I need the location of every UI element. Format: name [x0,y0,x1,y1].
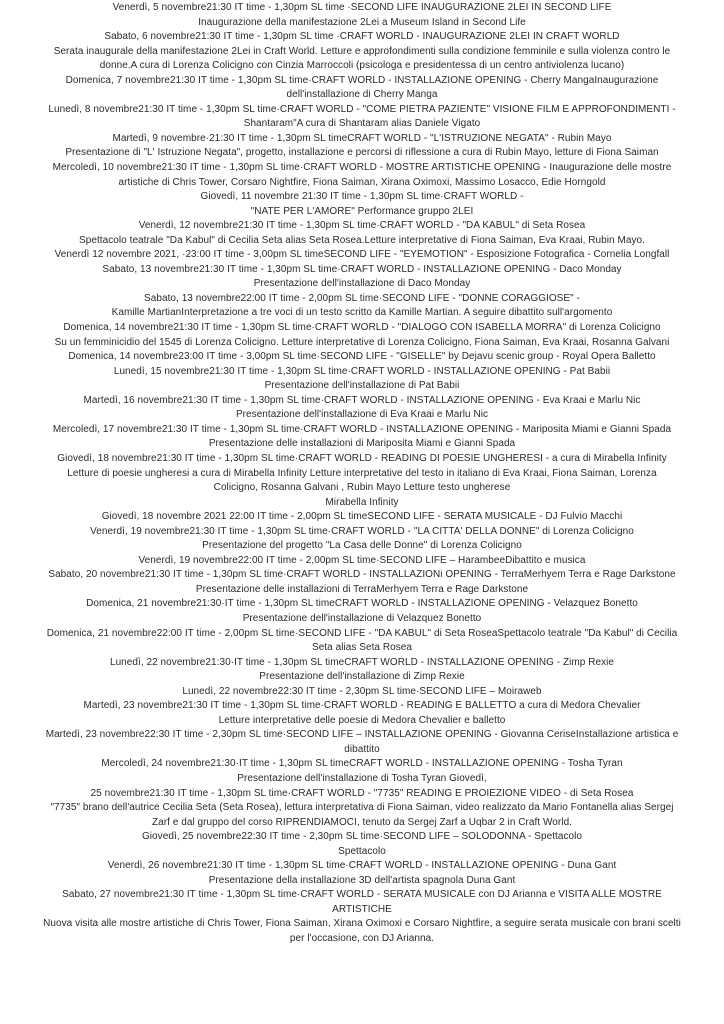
text-line: Martedì, 9 novembre·21:30 IT time - 1,30pm SL timeCRAFT WORLD - "L'ISTRUZIONE NEGATA" - Rubin Mayo [112,132,612,144]
text-line: Lunedì, 8 novembre21:30 IT time - 1,30pm SL time·CRAFT WORLD - "COME PIETRA PAZIENTE" VISIONE FILM E APPROFONDIMENTI - [48,103,676,115]
text-line: Martedì, 23 novembre21:30 IT time - 1,30pm SL time·CRAFT WORLD - READING E BALLETTO a cura di Medora Chevalier [83,700,641,712]
text-line: Presentazione dell'installazione di Pat Babii [264,380,460,392]
text-line: Serata inaugurale della manifestazione 2Lei in Craft World. Letture e approfondimenti sulla condizione femminile e sulla violenza contro le [53,45,671,57]
text-line: Domenica, 21 novembre21:30·IT time - 1,30pm SL timeCRAFT WORLD - INSTALLAZIONE OPENING - Velazquez Bonetto [86,598,638,610]
text-line: Presentazione delle installazioni di Mariposita Miami e Gianni Spada [208,438,516,450]
text-line: Seta alias Seta Rosea [312,642,412,654]
text-line: dibattito [344,743,380,755]
text-line: Presentazione dell'installazione di Tosha Tyran Giovedì, [237,772,487,784]
text-line: Sabato, 27 novembre21:30 IT time - 1,30pm SL time·CRAFT WORLD - SERATA MUSICALE con DJ Arianna e VISITA ALLE MOSTRE [62,889,662,901]
text-line: Sabato, 13 novembre21:30 IT time - 1,30pm SL time·CRAFT WORLD - INSTALLAZIONE OPENING - Daco Monday [102,263,622,275]
text-line: "NATE PER L'AMORE" Performance gruppo 2LEI [250,205,474,217]
text-line: per l'occasione, con DJ Arianna. [289,933,435,944]
text-line: Sabato, 6 novembre21:30 IT time - 1,30pm SL time ·CRAFT WORLD - INAUGURAZIONE 2LEI IN CRAFT WORLD [104,31,620,43]
text-line: Giovedì, 11 novembre 21:30 IT time - 1,30pm SL time·CRAFT WORLD - [200,191,524,203]
text-line: Domenica, 7 novembre21:30 IT time - 1,30pm SL time·CRAFT WORLD - INSTALLAZIONE OPENING - Cherry MangaInaugurazione [65,74,659,86]
text-line: Letture di poesie ungheresi a cura di Mirabella Infinity Letture interpretative del testo in italiano di Eva Kraai, Fiona Saiman, Lorenza [67,467,657,479]
text-line: Venerdì, 5 novembre21:30 IT time - 1,30pm SL time ·SECOND LIFE INAUGURAZIONE 2LEI IN SECOND LIFE [112,2,612,13]
text-line: Venerdì, 19 novembre21:30 IT time - 1,30pm SL time·CRAFT WORLD - "LA CITTA' DELLA DONNE" di Lorenza Colicigno [90,525,634,537]
text-line: Giovedì, 18 novembre 2021 22:00 IT time - 2,00pm SL timeSECOND LIFE - SERATA MUSICALE - DJ Fulvio Macchi [101,511,623,523]
text-line: Lunedì, 15 novembre21:30 IT time - 1,30pm SL time·CRAFT WORLD - INSTALLAZIONE OPENING - Pat Babii [113,365,611,377]
text-line: Sabato, 20 novembre21:30 IT time - 1,30pm SL time·CRAFT WORLD - INSTALLAZIONi OPENING - TerraMerhyem Terra e Rage Darkstone [48,569,676,581]
text-line: Domenica, 14 novembre21:30 IT time - 1,30pm SL time·CRAFT WORLD - "DIALOGO CON ISABELLA MORRA" di Lorenza Colicigno [63,322,661,334]
text-line: Domenica, 14 novembre23:00 IT time - 3,00pm SL time·SECOND LIFE - "GISELLE" by Dejavu scenic group - Royal Opera Balletto [68,351,656,363]
text-line: Domenica, 21 novembre22:00 IT time - 2,00pm SL time·SECOND LIFE - "DA KABUL" di Seta RoseaSpettacolo teatrale "Da Kabul" di Cecilia [46,627,678,639]
text-line: Colicigno, Rosanna Galvani , Rubin Mayo Letture testo ungherese [213,482,511,494]
text-line: Inaugurazione della manifestazione 2Lei a Museum Island in Second Life [198,16,526,28]
text-line: Su un femminicidio del 1545 di Lorenza Colicigno. Letture interpretative di Lorenza Colicigno, Fiona Saiman, Eva Kraai, Rosanna Galvani [54,336,670,348]
text-line: Letture interpretative delle poesie di Medora Chevalier e balletto [218,714,506,726]
text-line: Nuova visita alle mostre artistiche di Chris Tower, Fiona Saiman, Xirana Oximoxi e Corsaro Nightfire, a seguire serata musicale con brani scelti [43,918,681,930]
text-line: Lunedì, 22 novembre21:30·IT time - 1,30pm SL timeCRAFT WORLD - INSTALLAZIONE OPENING - Zimp Rexie [109,656,615,668]
text-line: Venerdì, 26 novembre21:30 IT time - 1,30pm SL time·CRAFT WORLD - INSTALLAZIONE OPENING - Duna Gant [107,860,617,872]
text-line: Giovedì, 18 novembre21:30 IT time - 1,30pm SL time·CRAFT WORLD - READING DI POESIE UNGHERESI - a cura di Mirabella Infinity [57,452,667,464]
text-line: "7735" brano dell'autrice Cecilia Seta (Seta Rosea), lettura interpretativa di Fiona Saiman, video realizzato da Mario Fontanella alias Sergej [50,802,674,814]
text-line: donne.A cura di Lorenza Colicigno con Cinzia Marroccoli (psicologa e presidentessa di un centro antiviolenza lucano) [99,60,625,72]
text-line: Presentazione dell'installazione di Velazquez Bonetto [242,612,482,624]
text-line: Presentazione di "L' Istruzione Negata", progetto, installazione e percorsi di riflessione a cura di Rubin Mayo, letture di Fiona Saiman [65,147,659,159]
text-line: Giovedì, 25 novembre22:30 IT time - 2,30pm SL time·SECOND LIFE – SOLODONNA - Spettacolo [141,831,583,843]
text-line: Presentazione dell'installazione di Eva Kraai e Marlu Nic [235,409,489,421]
text-line: Mirabella Infinity [325,496,399,508]
text-line: Zarf e dal gruppo del corso RIPRENDIAMOCI, tenuto da Sergej Zarf a Uqbar 2 in Craft World. [151,816,573,828]
text-line: Mercoledì, 10 novembre21:30 IT time - 1,30pm SL time·CRAFT WORLD - MOSTRE ARTISTICHE OPENING - Inaugurazione delle mostre [52,162,672,174]
text-line: Martedì, 23 novembre22:30 IT time - 2,30pm SL time·SECOND LIFE – INSTALLAZIONE OPENING - Giovanna CeriseInstallazione artistica e [45,729,679,741]
text-line: Kamille MartianInterpretazione a tre voci di un testo scritto da Kamille Martian. A seguire dibattito sull'argomento [111,307,613,319]
text-line: Spettacolo [338,845,386,857]
text-line: Shantaram"A cura di Shantaram alias Daniele Vigato [243,118,481,130]
text-line: ARTISTICHE [332,903,392,915]
text-line: Mercoledì, 24 novembre21:30·IT time - 1,30pm SL timeCRAFT WORLD - INSTALLAZIONE OPENING - Tosha Tyran [101,758,623,770]
text-line: dell'installazione di Cherry Manga [286,89,438,101]
text-line: Spettacolo teatrale "Da Kabul" di Cecilia Seta alias Seta Rosea.Letture interpretative di Fiona Saiman, Eva Kraai, Rubin Mayo. [79,234,645,246]
text-line: Venerdì, 19 novembre22:00 IT time - 2,00pm SL time·SECOND LIFE – HarambeeDibattito e musica [138,554,586,566]
text-line: Lunedì, 22 novembre22:30 IT time - 2,30pm SL time·SECOND LIFE – Moiraweb [182,685,542,697]
text-line: Presentazione dell'installazione di Daco Monday [253,278,471,290]
text-line: Sabato, 13 novembre22:00 IT time - 2,00pm SL time·SECOND LIFE - "DONNE CORAGGIOSE" - [144,292,580,304]
text-line: Presentazione dell'installazione di Zimp Rexie [259,671,465,683]
text-line: 25 novembre21:30 IT time - 1,30pm SL time·CRAFT WORLD - "7735" READING E PROIEZIONE VIDEO - di Seta Rosea [90,787,634,799]
text-line: Mercoledì, 17 novembre21:30 IT time - 1,30pm SL time·CRAFT WORLD - INSTALLAZIONE OPENING - Mariposita Miami e Gianni Spada [52,423,672,435]
text-line: artistiche di Chris Tower, Corsaro Nightfire, Fiona Saiman, Xirana Oximoxi, Massimo Losacco, Edie Horngold [118,176,606,188]
text-line: Presentazione della installazione 3D dell'artista spagnola Duna Gant [208,874,516,886]
text-line: Presentazione delle installazioni di TerraMerhyem Terra e Rage Darkstone [195,583,529,595]
text-line: Presentazione del progetto "La Casa delle Donne" di Lorenza Colicigno [202,540,522,552]
text-line: Venerdì, 12 novembre21:30 IT time - 1,30pm SL time·CRAFT WORLD - "DA KABUL" di Seta Rosea [138,220,586,232]
text-line: Venerdì 12 novembre 2021, ·23:00 IT time - 3,00pm SL timeSECOND LIFE - "EYEMOTION" - Esposizione Fotografica - Cornelia Longfall [54,249,670,261]
text-line: Martedì, 16 novembre21:30 IT time - 1,30pm SL time·CRAFT WORLD - INSTALLAZIONE OPENING - Eva Kraai e Marlu Nic [83,394,641,406]
